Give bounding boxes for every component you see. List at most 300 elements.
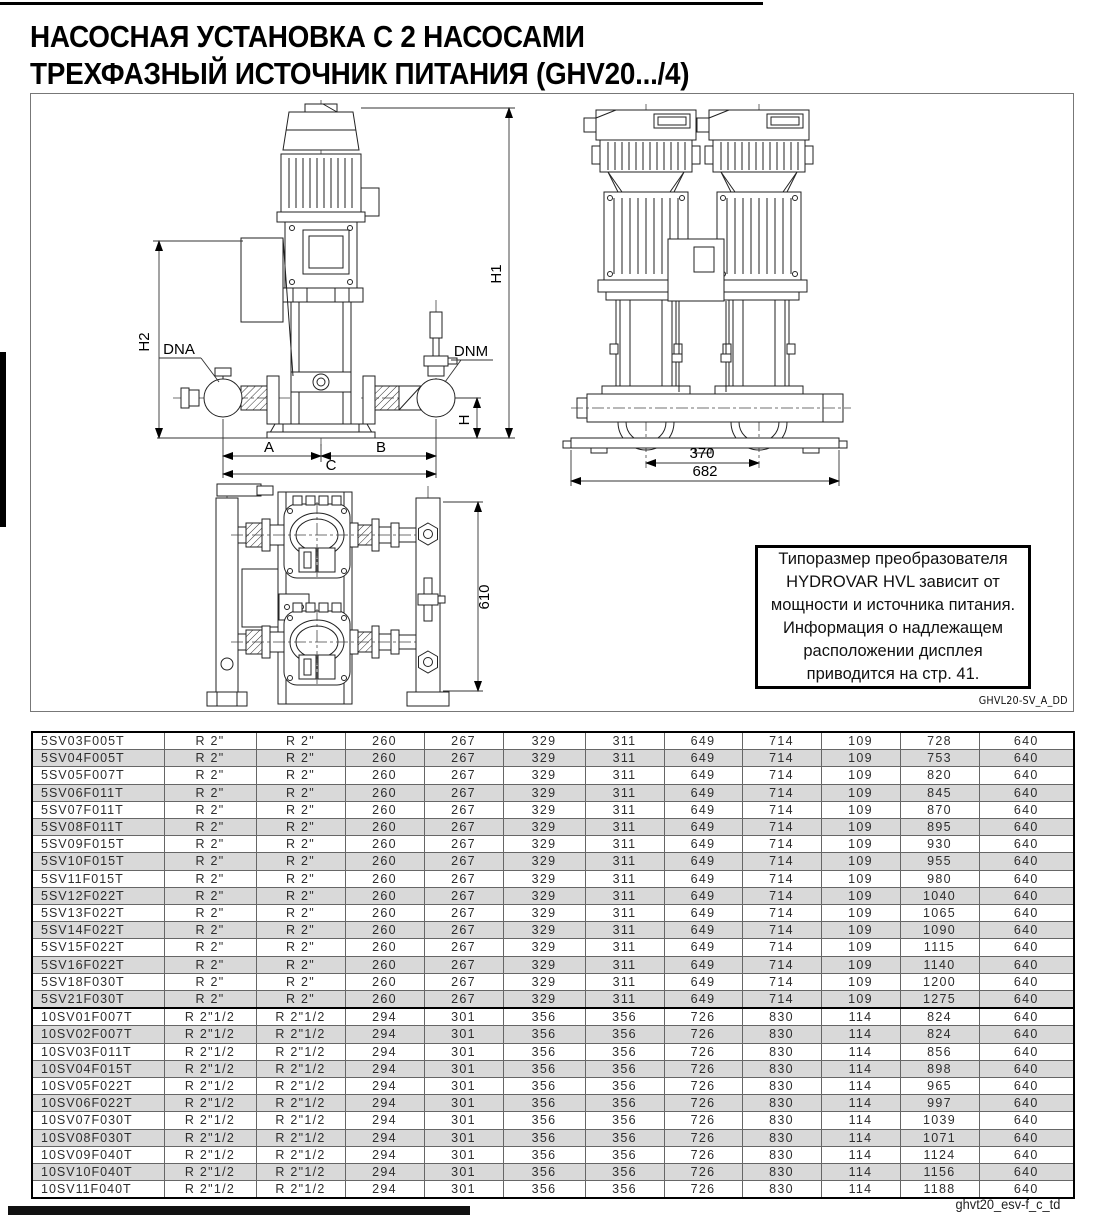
value-cell: 260 <box>345 991 424 1009</box>
value-cell: R 2" <box>256 922 345 939</box>
value-cell: 640 <box>979 991 1074 1009</box>
table-row <box>32 1008 1074 1026</box>
value-cell: 294 <box>345 1181 424 1199</box>
value-cell: 267 <box>424 819 503 836</box>
value-cell: R 2"1/2 <box>164 1129 256 1146</box>
value-cell: 260 <box>345 922 424 939</box>
value-cell: R 2"1/2 <box>256 1043 345 1060</box>
value-cell: R 2"1/2 <box>256 1026 345 1043</box>
model-cell: 10SV02F007T <box>32 1026 164 1043</box>
value-cell: 311 <box>585 939 664 956</box>
value-cell: 294 <box>345 1008 424 1026</box>
table-row <box>32 801 1074 818</box>
table-row <box>32 1043 1074 1060</box>
value-cell: R 2" <box>164 767 256 784</box>
value-cell: 640 <box>979 973 1074 990</box>
value-cell: 294 <box>345 1043 424 1060</box>
value-cell: 114 <box>821 1060 900 1077</box>
value-cell: 109 <box>821 939 900 956</box>
value-cell: 824 <box>900 1008 979 1026</box>
model-cell: 10SV01F007T <box>32 1008 164 1026</box>
value-cell: 294 <box>345 1129 424 1146</box>
value-cell: 820 <box>900 767 979 784</box>
value-cell: 714 <box>742 801 821 818</box>
table-row <box>32 853 1074 870</box>
model-cell: 10SV06F022T <box>32 1095 164 1112</box>
value-cell: R 2"1/2 <box>256 1129 345 1146</box>
value-cell: 356 <box>503 1112 585 1129</box>
value-cell: 109 <box>821 819 900 836</box>
value-cell: 311 <box>585 750 664 767</box>
dim-label-h2: H2 <box>136 332 153 352</box>
value-cell: 640 <box>979 1078 1074 1095</box>
value-cell: 329 <box>503 767 585 784</box>
value-cell: 311 <box>585 870 664 887</box>
model-cell: 10SV07F030T <box>32 1112 164 1129</box>
value-cell: 714 <box>742 991 821 1009</box>
value-cell: 260 <box>345 732 424 750</box>
note-line: Информация о надлежащем <box>782 619 1004 637</box>
value-cell: 356 <box>503 1095 585 1112</box>
value-cell: 1071 <box>900 1129 979 1146</box>
value-cell: 356 <box>585 1095 664 1112</box>
front-view-drawing <box>136 100 515 478</box>
value-cell: R 2" <box>164 819 256 836</box>
value-cell: R 2" <box>256 991 345 1009</box>
value-cell: 649 <box>664 991 742 1009</box>
table-row <box>32 784 1074 801</box>
value-cell: 649 <box>664 887 742 904</box>
value-cell: 726 <box>664 1026 742 1043</box>
value-cell: 311 <box>585 784 664 801</box>
dim-label-370: 370 <box>689 445 715 462</box>
value-cell: R 2"1/2 <box>164 1112 256 1129</box>
value-cell: 109 <box>821 973 900 990</box>
model-cell: 10SV08F030T <box>32 1129 164 1146</box>
value-cell: 311 <box>585 767 664 784</box>
value-cell: 301 <box>424 1008 503 1026</box>
value-cell: 260 <box>345 973 424 990</box>
value-cell: 640 <box>979 819 1074 836</box>
value-cell: 1115 <box>900 939 979 956</box>
value-cell: 640 <box>979 1146 1074 1163</box>
table-row <box>32 1026 1074 1043</box>
value-cell: 649 <box>664 905 742 922</box>
value-cell: 267 <box>424 922 503 939</box>
table-row <box>32 819 1074 836</box>
value-cell: 294 <box>345 1146 424 1163</box>
model-cell: 5SV09F015T <box>32 836 164 853</box>
value-cell: 301 <box>424 1112 503 1129</box>
model-cell: 5SV21F030T <box>32 991 164 1009</box>
value-cell: 1040 <box>900 887 979 904</box>
value-cell: 356 <box>585 1043 664 1060</box>
value-cell: 311 <box>585 905 664 922</box>
note-line: Типоразмер преобразователя <box>778 550 1008 568</box>
value-cell: R 2" <box>164 922 256 939</box>
value-cell: 830 <box>742 1078 821 1095</box>
model-cell: 5SV04F005T <box>32 750 164 767</box>
value-cell: 640 <box>979 1026 1074 1043</box>
value-cell: 267 <box>424 836 503 853</box>
value-cell: 267 <box>424 956 503 973</box>
value-cell: 640 <box>979 905 1074 922</box>
value-cell: 260 <box>345 939 424 956</box>
table-row <box>32 870 1074 887</box>
value-cell: 114 <box>821 1146 900 1163</box>
model-cell: 10SV10F040T <box>32 1164 164 1181</box>
table-row <box>32 922 1074 939</box>
value-cell: 640 <box>979 939 1074 956</box>
value-cell: R 2" <box>256 836 345 853</box>
value-cell: R 2" <box>256 801 345 818</box>
value-cell: R 2" <box>164 956 256 973</box>
value-cell: R 2" <box>256 819 345 836</box>
model-cell: 5SV05F007T <box>32 767 164 784</box>
value-cell: 260 <box>345 956 424 973</box>
value-cell: R 2" <box>256 956 345 973</box>
value-cell: 1090 <box>900 922 979 939</box>
model-cell: 10SV05F022T <box>32 1078 164 1095</box>
value-cell: 356 <box>503 1181 585 1199</box>
table-row <box>32 939 1074 956</box>
value-cell: 1275 <box>900 991 979 1009</box>
value-cell: 329 <box>503 784 585 801</box>
value-cell: R 2"1/2 <box>164 1164 256 1181</box>
value-cell: 726 <box>664 1146 742 1163</box>
value-cell: 830 <box>742 1095 821 1112</box>
value-cell: 649 <box>664 870 742 887</box>
figure-box <box>30 93 1074 712</box>
value-cell: 109 <box>821 836 900 853</box>
value-cell: 267 <box>424 991 503 1009</box>
table-row <box>32 1129 1074 1146</box>
value-cell: 640 <box>979 784 1074 801</box>
value-cell: R 2" <box>164 836 256 853</box>
table-row <box>32 956 1074 973</box>
table-row <box>32 973 1074 990</box>
value-cell: 311 <box>585 956 664 973</box>
dim-label-dna: DNA <box>163 341 195 358</box>
value-cell: 640 <box>979 1008 1074 1026</box>
value-cell: 267 <box>424 973 503 990</box>
value-cell: 726 <box>664 1043 742 1060</box>
model-cell: 5SV06F011T <box>32 784 164 801</box>
value-cell: 260 <box>345 887 424 904</box>
value-cell: 109 <box>821 750 900 767</box>
model-cell: 5SV10F015T <box>32 853 164 870</box>
value-cell: 109 <box>821 767 900 784</box>
value-cell: 640 <box>979 1060 1074 1077</box>
value-cell: R 2" <box>164 784 256 801</box>
value-cell: 830 <box>742 1043 821 1060</box>
value-cell: R 2"1/2 <box>256 1060 345 1077</box>
value-cell: 301 <box>424 1146 503 1163</box>
value-cell: 356 <box>585 1078 664 1095</box>
table-row <box>32 767 1074 784</box>
value-cell: 294 <box>345 1112 424 1129</box>
value-cell: 301 <box>424 1129 503 1146</box>
value-cell: 311 <box>585 836 664 853</box>
value-cell: 109 <box>821 784 900 801</box>
value-cell: 329 <box>503 870 585 887</box>
drawing-code: GHVL20-SV_A_DD <box>979 695 1068 707</box>
dim-label-h1: H1 <box>488 264 505 284</box>
value-cell: 114 <box>821 1026 900 1043</box>
value-cell: 356 <box>503 1129 585 1146</box>
page-bottom-band <box>8 1206 470 1215</box>
value-cell: R 2"1/2 <box>256 1078 345 1095</box>
value-cell: 714 <box>742 853 821 870</box>
value-cell: 301 <box>424 1095 503 1112</box>
model-cell: 5SV08F011T <box>32 819 164 836</box>
value-cell: 830 <box>742 1146 821 1163</box>
value-cell: 356 <box>503 1146 585 1163</box>
value-cell: 753 <box>900 750 979 767</box>
value-cell: 267 <box>424 784 503 801</box>
value-cell: 1188 <box>900 1181 979 1199</box>
value-cell: 114 <box>821 1078 900 1095</box>
value-cell: 640 <box>979 836 1074 853</box>
value-cell: 260 <box>345 836 424 853</box>
value-cell: R 2"1/2 <box>164 1008 256 1026</box>
value-cell: 726 <box>664 1181 742 1199</box>
value-cell: 311 <box>585 973 664 990</box>
value-cell: 640 <box>979 1129 1074 1146</box>
value-cell: 109 <box>821 801 900 818</box>
spec-table <box>31 731 1075 1199</box>
value-cell: 267 <box>424 887 503 904</box>
value-cell: 728 <box>900 732 979 750</box>
value-cell: 649 <box>664 956 742 973</box>
value-cell: 830 <box>742 1164 821 1181</box>
value-cell: R 2"1/2 <box>164 1095 256 1112</box>
value-cell: R 2"1/2 <box>164 1043 256 1060</box>
value-cell: 311 <box>585 801 664 818</box>
value-cell: 356 <box>503 1078 585 1095</box>
note-line: расположении дисплея <box>803 642 983 660</box>
value-cell: 640 <box>979 732 1074 750</box>
value-cell: 726 <box>664 1078 742 1095</box>
model-cell: 10SV04F015T <box>32 1060 164 1077</box>
value-cell: 356 <box>503 1060 585 1077</box>
value-cell: 356 <box>503 1043 585 1060</box>
value-cell: 726 <box>664 1112 742 1129</box>
value-cell: 714 <box>742 732 821 750</box>
value-cell: 714 <box>742 784 821 801</box>
model-cell: 5SV03F005T <box>32 732 164 750</box>
model-cell: 5SV18F030T <box>32 973 164 990</box>
value-cell: R 2" <box>164 801 256 818</box>
value-cell: 114 <box>821 1112 900 1129</box>
value-cell: 856 <box>900 1043 979 1060</box>
table-row <box>32 750 1074 767</box>
value-cell: R 2" <box>256 767 345 784</box>
value-cell: 356 <box>585 1181 664 1199</box>
value-cell: 1065 <box>900 905 979 922</box>
value-cell: 267 <box>424 905 503 922</box>
value-cell: 114 <box>821 1008 900 1026</box>
value-cell: 356 <box>585 1008 664 1026</box>
value-cell: 301 <box>424 1164 503 1181</box>
value-cell: 649 <box>664 853 742 870</box>
table-row <box>32 732 1074 750</box>
value-cell: 294 <box>345 1095 424 1112</box>
value-cell: 824 <box>900 1026 979 1043</box>
value-cell: R 2" <box>256 973 345 990</box>
value-cell: 640 <box>979 1164 1074 1181</box>
value-cell: 640 <box>979 887 1074 904</box>
value-cell: 356 <box>585 1112 664 1129</box>
table-row <box>32 1078 1074 1095</box>
value-cell: 714 <box>742 905 821 922</box>
value-cell: R 2"1/2 <box>256 1112 345 1129</box>
value-cell: 109 <box>821 732 900 750</box>
value-cell: 640 <box>979 767 1074 784</box>
value-cell: R 2" <box>256 750 345 767</box>
model-cell: 5SV11F015T <box>32 870 164 887</box>
table-row <box>32 991 1074 1009</box>
value-cell: 640 <box>979 801 1074 818</box>
value-cell: 640 <box>979 1095 1074 1112</box>
value-cell: 898 <box>900 1060 979 1077</box>
page-top-rule <box>0 2 763 5</box>
value-cell: 260 <box>345 905 424 922</box>
value-cell: 714 <box>742 767 821 784</box>
value-cell: 714 <box>742 922 821 939</box>
value-cell: 329 <box>503 732 585 750</box>
dim-label-610: 610 <box>476 584 493 610</box>
value-cell: 714 <box>742 870 821 887</box>
value-cell: 329 <box>503 991 585 1009</box>
value-cell: 114 <box>821 1164 900 1181</box>
note-line: HYDROVAR HVL зависит от <box>786 573 1000 591</box>
value-cell: 114 <box>821 1129 900 1146</box>
value-cell: 267 <box>424 939 503 956</box>
value-cell: 267 <box>424 853 503 870</box>
value-cell: 311 <box>585 732 664 750</box>
value-cell: 301 <box>424 1026 503 1043</box>
value-cell: 1156 <box>900 1164 979 1181</box>
value-cell: 301 <box>424 1078 503 1095</box>
value-cell: 649 <box>664 819 742 836</box>
value-cell: 329 <box>503 905 585 922</box>
value-cell: 649 <box>664 767 742 784</box>
model-cell: 5SV16F022T <box>32 956 164 973</box>
value-cell: 329 <box>503 853 585 870</box>
value-cell: 294 <box>345 1078 424 1095</box>
value-cell: R 2" <box>256 853 345 870</box>
model-cell: 5SV15F022T <box>32 939 164 956</box>
value-cell: 356 <box>585 1060 664 1077</box>
value-cell: 267 <box>424 750 503 767</box>
value-cell: 356 <box>503 1026 585 1043</box>
value-cell: 109 <box>821 922 900 939</box>
value-cell: 301 <box>424 1181 503 1199</box>
value-cell: 640 <box>979 956 1074 973</box>
value-cell: 955 <box>900 853 979 870</box>
value-cell: 1039 <box>900 1112 979 1129</box>
hydrovar-note-box <box>755 545 1031 689</box>
value-cell: 830 <box>742 1060 821 1077</box>
value-cell: R 2" <box>256 784 345 801</box>
value-cell: 329 <box>503 922 585 939</box>
table-row <box>32 1164 1074 1181</box>
value-cell: 294 <box>345 1164 424 1181</box>
value-cell: 726 <box>664 1008 742 1026</box>
value-cell: 640 <box>979 922 1074 939</box>
value-cell: 109 <box>821 956 900 973</box>
value-cell: 356 <box>503 1008 585 1026</box>
value-cell: 714 <box>742 956 821 973</box>
value-cell: 726 <box>664 1095 742 1112</box>
value-cell: R 2" <box>164 750 256 767</box>
table-row <box>32 1146 1074 1163</box>
value-cell: 329 <box>503 887 585 904</box>
value-cell: R 2"1/2 <box>256 1008 345 1026</box>
model-cell: 5SV07F011T <box>32 801 164 818</box>
value-cell: 301 <box>424 1043 503 1060</box>
note-line: мощности и источника питания. <box>770 596 1016 614</box>
model-cell: 5SV12F022T <box>32 887 164 904</box>
value-cell: R 2" <box>164 870 256 887</box>
value-cell: 294 <box>345 1026 424 1043</box>
value-cell: 356 <box>585 1026 664 1043</box>
value-cell: 714 <box>742 973 821 990</box>
value-cell: 260 <box>345 784 424 801</box>
value-cell: 830 <box>742 1129 821 1146</box>
value-cell: 329 <box>503 750 585 767</box>
table-row <box>32 836 1074 853</box>
value-cell: 109 <box>821 991 900 1009</box>
value-cell: 311 <box>585 819 664 836</box>
value-cell: 640 <box>979 870 1074 887</box>
value-cell: 267 <box>424 870 503 887</box>
value-cell: R 2"1/2 <box>164 1026 256 1043</box>
value-cell: 109 <box>821 887 900 904</box>
value-cell: 649 <box>664 922 742 939</box>
model-cell: 10SV03F011T <box>32 1043 164 1060</box>
dim-label-a: A <box>263 439 275 456</box>
side-view-drawing <box>563 104 851 486</box>
value-cell: 830 <box>742 1008 821 1026</box>
value-cell: 830 <box>742 1112 821 1129</box>
value-cell: 640 <box>979 1112 1074 1129</box>
value-cell: R 2" <box>256 939 345 956</box>
value-cell: 997 <box>900 1095 979 1112</box>
dim-label-b: B <box>375 439 387 456</box>
value-cell: R 2" <box>256 870 345 887</box>
section-side-tab <box>0 352 6 527</box>
value-cell: 640 <box>979 1181 1074 1199</box>
value-cell: R 2"1/2 <box>164 1146 256 1163</box>
value-cell: 649 <box>664 750 742 767</box>
value-cell: 267 <box>424 732 503 750</box>
value-cell: R 2" <box>256 887 345 904</box>
value-cell: 1124 <box>900 1146 979 1163</box>
model-cell: 5SV14F022T <box>32 922 164 939</box>
value-cell: R 2" <box>164 853 256 870</box>
value-cell: R 2"1/2 <box>256 1095 345 1112</box>
value-cell: R 2" <box>164 905 256 922</box>
value-cell: 114 <box>821 1043 900 1060</box>
value-cell: R 2" <box>256 905 345 922</box>
value-cell: R 2"1/2 <box>256 1164 345 1181</box>
value-cell: 726 <box>664 1164 742 1181</box>
value-cell: R 2"1/2 <box>164 1060 256 1077</box>
value-cell: 114 <box>821 1181 900 1199</box>
value-cell: 356 <box>585 1164 664 1181</box>
